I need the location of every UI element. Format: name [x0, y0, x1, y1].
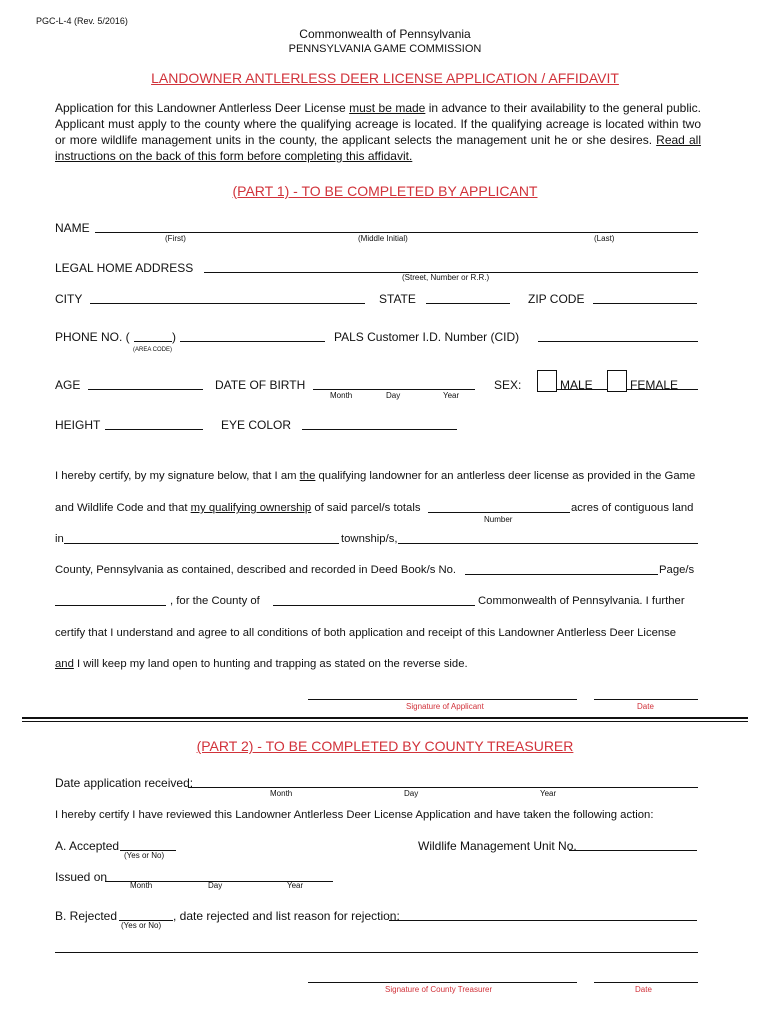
pals-label: PALS Customer I.D. Number (CID): [334, 330, 520, 344]
certify-line2: and Wildlife Code and that my qualifying ownership of said parcel/s totals: [55, 502, 421, 514]
pals-field[interactable]: [538, 341, 698, 342]
rejected-label: B. Rejected: [55, 909, 118, 923]
issued-month-caption: Month: [130, 881, 153, 890]
pages-field[interactable]: [55, 605, 166, 606]
county-field[interactable]: [273, 605, 475, 606]
dob-label: DATE OF BIRTH: [215, 378, 306, 392]
township-label: township/s,: [341, 533, 398, 545]
dob-year-caption: Year: [443, 391, 460, 400]
date-received-label: Date application received:: [55, 776, 194, 790]
female-label: FEMALE: [630, 378, 679, 392]
eye-color-label: EYE COLOR: [221, 418, 292, 432]
eye-color-field[interactable]: [302, 429, 457, 430]
area-code-caption: (AREA CODE): [133, 347, 173, 353]
township-field[interactable]: [64, 543, 339, 544]
issued-year-caption: Year: [287, 881, 304, 890]
sex-label: SEX:: [494, 378, 522, 392]
part2-heading: (PART 2) - TO BE COMPLETED BY COUNTY TREASURER: [196, 738, 574, 754]
dob-field[interactable]: [313, 389, 475, 390]
for-county-label: , for the County of: [170, 595, 260, 607]
received-year-caption: Year: [540, 789, 557, 798]
township-extra-line[interactable]: [398, 543, 698, 544]
applicant-date-caption: Date: [637, 702, 654, 711]
city-label: CITY: [55, 292, 83, 306]
street-caption: (Street, Number or R.R.): [402, 273, 490, 282]
county-line-label: County, Pennsylvania as contained, described and recorded in Deed Book/s No.: [55, 564, 457, 576]
height-field[interactable]: [105, 429, 203, 430]
accepted-yes-no-caption: (Yes or No): [124, 851, 165, 860]
applicant-signature-caption: Signature of Applicant: [406, 702, 484, 711]
applicant-signature-field[interactable]: [308, 699, 577, 700]
age-field[interactable]: [88, 389, 203, 390]
wmu-field[interactable]: [569, 850, 697, 851]
wmu-label: Wildlife Management Unit No.: [418, 839, 577, 853]
date-received-field[interactable]: [188, 787, 698, 788]
male-label: MALE: [560, 378, 593, 392]
form-code: PGC-L-4 (Rev. 5/2016): [36, 16, 128, 26]
accepted-label: A. Accepted: [55, 839, 120, 853]
received-day-caption: Day: [404, 789, 419, 798]
section-divider-bottom: [22, 721, 748, 722]
area-code-field[interactable]: [134, 341, 172, 342]
age-label: AGE: [55, 378, 81, 392]
height-label: HEIGHT: [55, 418, 101, 432]
rejected-reason-label: , date rejected and list reason for rejection:: [173, 909, 400, 923]
treasurer-certify-text: I hereby certify I have reviewed this Landowner Antlerless Deer License Application and have taken the following action:: [55, 809, 654, 821]
issued-on-label: Issued on: [55, 870, 108, 884]
dob-day-caption: Day: [386, 391, 401, 400]
phone-field[interactable]: [180, 341, 325, 342]
rejected-reason-field[interactable]: [389, 920, 697, 921]
state-label: STATE: [379, 292, 416, 306]
certify-line6: and I will keep my land open to hunting and trapping as stated on the reverse side.: [55, 658, 468, 670]
city-field[interactable]: [90, 303, 365, 304]
certify-line1: I hereby certify, by my signature below, that I am the qualifying landowner for an antlerless deer license as provided in the Game: [55, 470, 696, 482]
acres-label: acres of contiguous land: [571, 502, 694, 514]
applicant-date-field[interactable]: [594, 699, 698, 700]
section-divider-top: [22, 717, 748, 719]
phone-close-paren: ): [172, 330, 176, 344]
certify-line5: certify that I understand and agree to all conditions of both application and receipt of this Landowner Antlerless Deer License: [55, 627, 677, 639]
treasurer-signature-field[interactable]: [308, 982, 577, 983]
name-label: NAME: [55, 221, 90, 235]
rejected-reason-extra-line[interactable]: [55, 952, 698, 953]
male-underline: [557, 389, 607, 390]
treasurer-signature-caption: Signature of County Treasurer: [385, 985, 493, 994]
female-checkbox[interactable]: [607, 370, 627, 392]
treasurer-date-caption: Date: [635, 985, 652, 994]
part1-heading: (PART 1) - TO BE COMPLETED BY APPLICANT: [232, 183, 538, 199]
state-field[interactable]: [426, 303, 510, 304]
name-field[interactable]: [95, 232, 698, 233]
form-title: LANDOWNER ANTLERLESS DEER LICENSE APPLICATION / AFFIDAVIT: [151, 70, 619, 86]
zip-label: ZIP CODE: [528, 292, 585, 306]
treasurer-date-field[interactable]: [594, 982, 698, 983]
dob-month-caption: Month: [330, 391, 353, 400]
deed-book-field[interactable]: [465, 574, 658, 575]
intro-paragraph: Application for this Landowner Antlerless Deer License must be made in advance to their availability to the general public. Applicant must apply to the county where the qualifying acreage is located. If the qualifying acreage is located within two or more wildlife management units in the county, the applicant selects the management unit he or she desires. Read all instructions on the back of this form before completing this affidavit.: [55, 101, 701, 163]
male-checkbox[interactable]: [537, 370, 557, 392]
rejected-yes-no-caption: (Yes or No): [121, 921, 162, 930]
address-label: LEGAL HOME ADDRESS: [55, 261, 194, 275]
last-caption: (Last): [594, 234, 615, 243]
issued-day-caption: Day: [208, 881, 223, 890]
commonwealth-label: Commonwealth of Pennsylvania. I further: [478, 595, 685, 607]
phone-label: PHONE NO. (: [55, 330, 130, 344]
pages-label: Page/s: [659, 564, 695, 576]
header-commission: PENNSYLVANIA GAME COMMISSION: [288, 43, 482, 55]
female-underline: [627, 389, 698, 390]
zip-field[interactable]: [593, 303, 697, 304]
first-caption: (First): [165, 234, 186, 243]
middle-caption: (Middle Initial): [358, 234, 408, 243]
received-month-caption: Month: [270, 789, 293, 798]
number-caption: Number: [484, 515, 513, 524]
in-label: in: [55, 533, 64, 545]
header-commonwealth: Commonwealth of Pennsylvania: [299, 27, 471, 41]
acres-field[interactable]: [428, 512, 570, 513]
